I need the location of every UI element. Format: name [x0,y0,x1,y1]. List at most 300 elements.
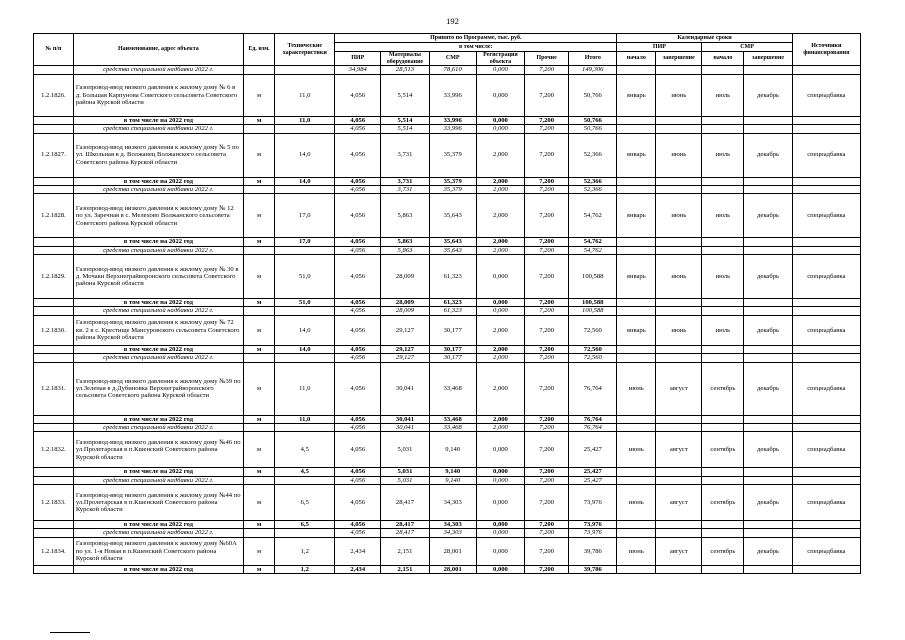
object-number: 1.2.1827. [34,133,74,177]
pir-start: июнь [617,432,656,468]
header-sources: Источники финансирования [792,34,860,66]
empty-cell [275,307,335,315]
empty-cell [34,299,74,307]
pir-end: август [656,432,702,468]
empty-cell [34,468,74,476]
subsidy-row [34,307,861,315]
sub-caption: средства специальной надбавки 2022 г. [73,476,243,484]
sub-caption: средства специальной надбавки 2022 г. [73,529,243,537]
object-number: 1.2.1833. [34,485,74,521]
empty-cell [744,415,792,423]
sub-oth: 7,200 [525,185,569,193]
funding-source: спецнадбавка [792,485,860,521]
total-mat: 2,151 [381,565,429,573]
sub-oth: 7,200 [525,423,569,431]
total-unit: м [243,415,274,423]
sub-tot: 50,766 [569,125,617,133]
object-unit: м [243,537,274,565]
empty-cell [656,565,702,573]
total-mat: 3,731 [381,177,429,185]
total-mat: 30,041 [381,415,429,423]
empty-cell [744,468,792,476]
pir-end: август [656,362,702,415]
object-name: Газопровод-ввод низкого давления к жилому дому № 72 кв. 2 в с. Крестище Мансуровского сельсовета Советского района Курской области [73,315,243,345]
empty-cell [656,345,702,353]
sub-tot: 73,976 [569,529,617,537]
total-pir: 2,434 [335,565,381,573]
cell-reg: 2,000 [476,133,524,177]
total-reg: 0,000 [476,521,524,529]
total-oth: 7,200 [525,521,569,529]
sub-pir: 4,056 [335,125,381,133]
subsidy-row [34,354,861,362]
sub-reg: 0,000 [476,125,524,133]
year-total-row [34,299,861,307]
empty-cell [34,116,74,124]
empty-cell [702,423,744,431]
empty-cell [702,177,744,185]
total-tech: 17,0 [275,238,335,246]
smr-start: сентябрь [702,485,744,521]
header-calendar: Календарные сроки [617,34,792,43]
object-name: Газопровод-ввод низкого давления к жилому дому №44 по ул.Пролетарская в п.Кшенский Советского района Курской области [73,485,243,521]
sub-tot: 72,560 [569,354,617,362]
total-oth: 7,200 [525,345,569,353]
sub-oth: 7,200 [525,476,569,484]
total-tech: 14,0 [275,345,335,353]
empty-cell [792,299,860,307]
object-unit: м [243,315,274,345]
sub-mat: 30,041 [381,423,429,431]
cell-pir: 4,056 [335,194,381,238]
cell-pir: 4,056 [335,362,381,415]
total-tech: 6,5 [275,521,335,529]
total-tot: 50,766 [569,116,617,124]
empty-cell [792,468,860,476]
cell-mat: 29,127 [381,315,429,345]
empty-cell [275,354,335,362]
sub-reg: 2,000 [476,354,524,362]
empty-cell [34,246,74,254]
funding-source: спецнадбавка [792,194,860,238]
empty-cell [34,307,74,315]
cell-smr: 28,001 [429,537,476,565]
cell-tot: 72,560 [569,315,617,345]
empty-cell [656,238,702,246]
empty-cell [792,177,860,185]
pir-start: январь [617,194,656,238]
total-smr: 35,643 [429,238,476,246]
empty-cell [702,354,744,362]
empty-cell [656,468,702,476]
sub-caption: средства специальной надбавки 2022 г. [73,354,243,362]
object-unit: м [243,485,274,521]
table-body [34,34,861,574]
cell-smr: 35,643 [429,194,476,238]
top-subtotal-row [34,66,861,74]
total-tot: 100,588 [569,299,617,307]
cell-mat: 28,417 [381,485,429,521]
cell-oth: 7,200 [525,133,569,177]
sub-reg: 2,000 [476,246,524,254]
funding-source: спецнадбавка [792,315,860,345]
cell-pir: 2,434 [335,537,381,565]
sub-pir: 4,056 [335,246,381,254]
sub-oth: 7,200 [525,354,569,362]
sub-pir: 4,056 [335,354,381,362]
cell-reg: 0,000 [476,255,524,299]
year-total-row [34,565,861,573]
total-smr: 28,001 [429,565,476,573]
smr-start: июль [702,194,744,238]
total-unit: м [243,299,274,307]
empty-cell [34,238,74,246]
total-mat: 29,127 [381,345,429,353]
empty-cell [744,177,792,185]
empty-cell [243,354,274,362]
total-caption: в том числе на 2022 год [73,565,243,573]
total-reg: 2,000 [476,345,524,353]
cell-mat: 5,514 [381,74,429,116]
object-tech: 11,0 [275,74,335,116]
pir-start: июнь [617,362,656,415]
empty-cell [617,468,656,476]
empty-cell [275,125,335,133]
empty-cell [656,125,702,133]
empty-cell [34,415,74,423]
empty-cell [617,345,656,353]
total-tot: 39,786 [569,565,617,573]
empty-cell [617,565,656,573]
header-pir-start: начало [617,52,656,66]
empty-cell [34,565,74,573]
empty-cell [744,354,792,362]
cell-pir: 4,056 [335,432,381,468]
empty-cell [744,238,792,246]
object-tech: 11,0 [275,362,335,415]
total-tech: 4,5 [275,468,335,476]
total-caption: в том числе на 2022 год [73,299,243,307]
program-table [33,33,861,574]
total-reg: 2,000 [476,177,524,185]
smr-end: декабрь [744,255,792,299]
total-pir: 4,056 [335,468,381,476]
total-tot: 25,427 [569,468,617,476]
total-mat: 5,031 [381,468,429,476]
sub-smr: 30,177 [429,354,476,362]
object-name: Газопровод-ввод низкого давления к жилому дому №60А по ул. 1-я Новая в п.Кшенский Советского района Курской области [73,537,243,565]
total-oth: 7,200 [525,299,569,307]
total-tech: 51,0 [275,299,335,307]
cell-pir: 4,056 [335,255,381,299]
cell-smr: 61,323 [429,255,476,299]
object-unit: м [243,432,274,468]
object-number: 1.2.1828. [34,194,74,238]
sub-smr: 61,323 [429,307,476,315]
total-smr: 61,323 [429,299,476,307]
empty-cell [617,521,656,529]
total-mat: 5,514 [381,116,429,124]
cell-mat: 5,031 [381,432,429,468]
empty-cell [656,529,702,537]
empty-cell [744,529,792,537]
empty-cell [702,238,744,246]
empty-cell [243,423,274,431]
empty-cell [617,185,656,193]
total-pir: 4,056 [335,415,381,423]
sub-oth: 7,200 [525,529,569,537]
empty-cell [702,345,744,353]
subsidy-row [34,246,861,254]
cell-other: 7,200 [525,66,569,74]
empty-cell [702,565,744,573]
object-row [34,362,861,415]
cell-reg: 0,000 [476,74,524,116]
cell-reg: 0,000 [476,432,524,468]
cell-oth: 7,200 [525,194,569,238]
sub-tot: 54,762 [569,246,617,254]
empty-cell [656,423,702,431]
empty-cell [617,529,656,537]
cell-pir: 34,984 [335,66,381,74]
object-unit: м [243,74,274,116]
year-total-row [34,238,861,246]
footnote-divider [50,632,90,633]
empty-cell [792,423,860,431]
total-unit: м [243,116,274,124]
pir-start: июнь [617,485,656,521]
empty-cell [617,415,656,423]
total-tot: 76,764 [569,415,617,423]
empty-cell [702,415,744,423]
total-reg: 0,000 [476,299,524,307]
object-row [34,255,861,299]
total-caption: в том числе на 2022 год [73,468,243,476]
empty-cell [34,185,74,193]
pir-start: январь [617,315,656,345]
sub-oth: 7,200 [525,246,569,254]
pir-end: июнь [656,74,702,116]
empty-cell [617,246,656,254]
cell-tot: 76,764 [569,362,617,415]
total-caption: в том числе на 2022 год [73,345,243,353]
sub-smr: 9,140 [429,476,476,484]
header-cal-pir: ПИР [617,43,702,52]
object-name: Газопровод-ввод низкого давления к жилому дому №46 по ул.Пролетарская в п.Кшенский Советского района Курской области [73,432,243,468]
sub-caption: средства специальной надбавки 2022 г. [73,423,243,431]
funding-source: спецнадбавка [792,74,860,116]
funding-source: спецнадбавка [792,133,860,177]
total-pir: 4,056 [335,116,381,124]
object-row [34,74,861,116]
header-tech: Технические характеристики [275,34,335,66]
total-tech: 1,2 [275,565,335,573]
empty-cell [275,185,335,193]
object-row [34,485,861,521]
cell-pir: 4,056 [335,74,381,116]
sub-smr: 33,468 [429,423,476,431]
smr-start: сентябрь [702,432,744,468]
total-caption: в том числе на 2022 год [73,521,243,529]
cell-oth: 7,200 [525,432,569,468]
sub-reg: 2,000 [476,185,524,193]
header-smr: СМР [429,52,476,66]
total-caption: в том числе на 2022 год [73,116,243,124]
subsidy-row [34,185,861,193]
empty-cell [744,423,792,431]
empty-cell [617,238,656,246]
header-materials: Материалы оборудование [381,52,429,66]
sub-pir: 4,056 [335,476,381,484]
empty-cell [34,125,74,133]
subsidy-row [34,423,861,431]
smr-end: декабрь [744,194,792,238]
total-reg: 2,000 [476,238,524,246]
sub-mat: 5,514 [381,125,429,133]
empty-cell [792,238,860,246]
total-oth: 7,200 [525,565,569,573]
empty-cell [744,565,792,573]
cell-oth: 7,200 [525,315,569,345]
object-number: 1.2.1831. [34,362,74,415]
empty-cell [243,246,274,254]
cell-tot: 54,762 [569,194,617,238]
cell-mat: 3,731 [381,133,429,177]
subsidy-row [34,125,861,133]
page-number: 192 [446,16,459,26]
year-total-row [34,177,861,185]
cell-tot: 50,766 [569,74,617,116]
empty-cell [744,299,792,307]
cell-mat: 5,863 [381,194,429,238]
pir-start: январь [617,74,656,116]
header-including: в том числе: [335,43,617,52]
object-tech: 17,0 [275,194,335,238]
cell-tot: 39,786 [569,537,617,565]
object-tech: 4,5 [275,432,335,468]
cell-reg: 2,000 [476,315,524,345]
empty-cell [34,529,74,537]
total-pir: 4,056 [335,177,381,185]
total-unit: м [243,177,274,185]
sub-tot: 76,764 [569,423,617,431]
total-oth: 7,200 [525,116,569,124]
empty-cell [275,476,335,484]
empty-cell [275,246,335,254]
empty-cell [617,116,656,124]
cell-reg: 0,000 [476,485,524,521]
empty-cell [702,468,744,476]
total-tech: 11,0 [275,116,335,124]
empty-cell [617,476,656,484]
smr-start: июль [702,315,744,345]
empty-cell [792,521,860,529]
empty-cell [792,415,860,423]
total-smr: 34,303 [429,521,476,529]
sub-tot: 52,366 [569,185,617,193]
empty-cell [792,476,860,484]
pir-end: август [656,485,702,521]
header-smr-start: начало [702,52,744,66]
header-name: Наименование, адрес объекта [73,34,243,66]
sub-caption: средства специальной надбавки 2022 г. [73,66,243,74]
total-tot: 54,762 [569,238,617,246]
smr-end: декабрь [744,133,792,177]
empty-cell [617,307,656,315]
empty-cell [656,246,702,254]
cell-mat: 2,151 [381,537,429,565]
object-tech: 1,2 [275,537,335,565]
total-pir: 4,056 [335,238,381,246]
object-number: 1.2.1830. [34,315,74,345]
object-number: 1.2.1826. [34,74,74,116]
total-tech: 11,0 [275,415,335,423]
empty-cell [243,185,274,193]
total-unit: м [243,238,274,246]
sub-oth: 7,200 [525,125,569,133]
empty-cell [656,415,702,423]
sub-caption: средства специальной надбавки 2022 г. [73,185,243,193]
header-no: № п/п [34,34,74,66]
cell-reg: 2,000 [476,362,524,415]
empty-cell [34,521,74,529]
year-total-row [34,521,861,529]
object-name: Газопровод-ввод низкого давления к жилому дому №39 по ул.Зеленая в д.Дубиновка Верхнеграйворонского сельсовета Советского района Курской области [73,362,243,415]
empty-cell [702,185,744,193]
cell-smr: 33,996 [429,74,476,116]
empty-cell [702,246,744,254]
pir-start: январь [617,133,656,177]
empty-cell [702,476,744,484]
pir-end: июнь [656,315,702,345]
empty-cell [792,529,860,537]
cell-oth: 7,200 [525,74,569,116]
object-row [34,315,861,345]
cell-mat: 28,009 [381,255,429,299]
total-mat: 28,417 [381,521,429,529]
smr-start: июль [702,133,744,177]
pir-end: июнь [656,133,702,177]
header-row-1 [34,34,861,43]
cell-registration: 0,000 [476,66,524,74]
empty-cell [792,307,860,315]
total-caption: в том числе на 2022 год [73,177,243,185]
sub-tot: 100,588 [569,307,617,315]
cell-smr: 78,610 [429,66,476,74]
cell-tot: 25,427 [569,432,617,468]
empty-cell [34,354,74,362]
cell-smr: 9,140 [429,432,476,468]
empty-cell [792,345,860,353]
total-reg: 0,000 [476,565,524,573]
empty-cell [702,299,744,307]
empty-cell [792,246,860,254]
cell-reg: 0,000 [476,537,524,565]
total-pir: 4,056 [335,521,381,529]
total-tech: 14,0 [275,177,335,185]
pir-end: июнь [656,194,702,238]
total-oth: 7,200 [525,415,569,423]
subsidy-row [34,529,861,537]
year-total-row [34,345,861,353]
sub-smr: 35,643 [429,246,476,254]
object-unit: м [243,133,274,177]
cell-materials: 28,513 [381,66,429,74]
cell-tot: 52,366 [569,133,617,177]
sub-reg: 0,000 [476,529,524,537]
sub-reg: 0,000 [476,476,524,484]
year-total-row [34,415,861,423]
